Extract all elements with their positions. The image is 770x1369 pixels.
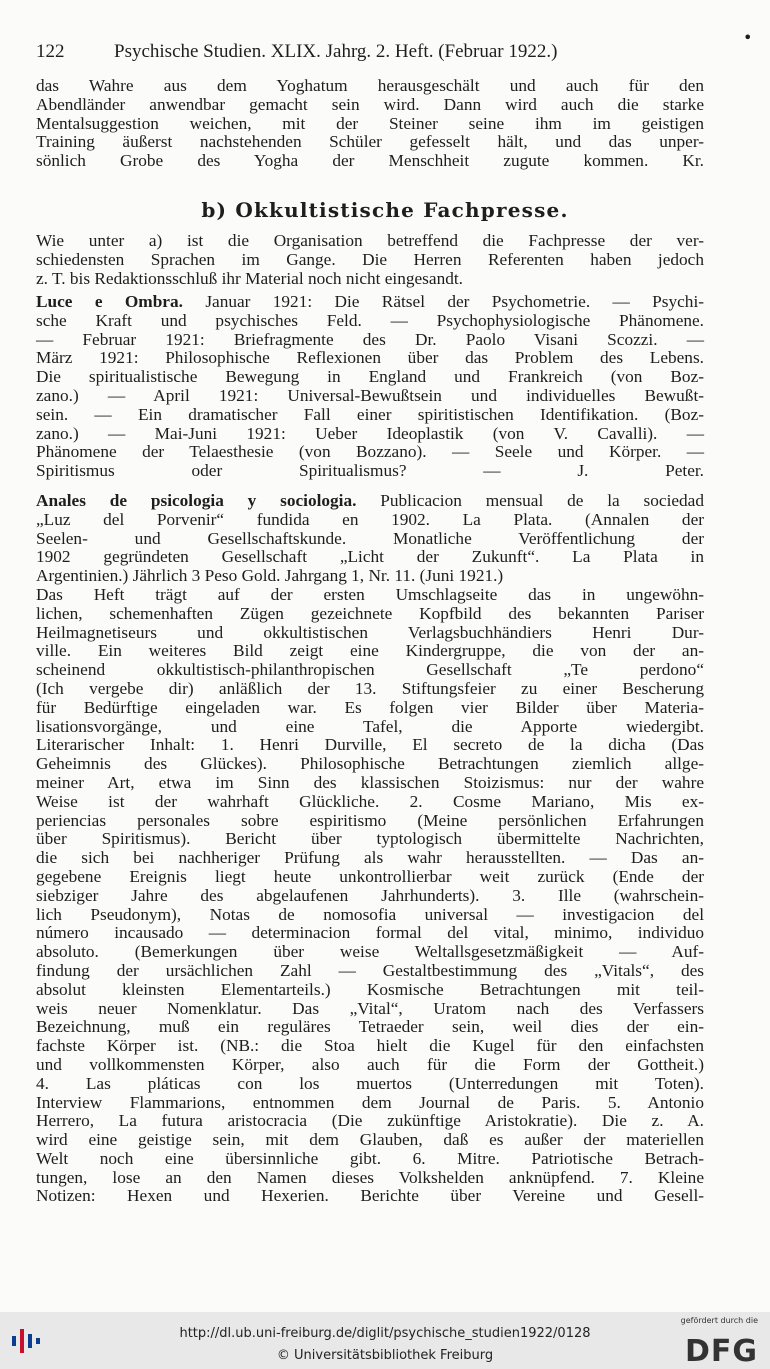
anales-entry <box>36 492 704 1206</box>
text-line: ville. Ein weiteres Bild zeigt eine Kindergruppe, die von der an- <box>36 641 704 661</box>
text-line: meiner Art, etwa im Sinn des klassischen Stoizismus: nur der wahre <box>36 772 704 792</box>
text-line: Notizen: Hexen und Hexerien. Berichte über Vereine und Gesell- <box>36 1186 704 1206</box>
text-line: Die spiritualistische Bewegung in England und Frankreich (von Boz- <box>36 367 704 387</box>
text-line: z. T. bis Redaktionsschluß ihr Material noch nicht eingesandt. <box>36 268 463 288</box>
text-line: absoluto. (Bemerkungen über weise Weltallsgesetzmäßigkeit — Auf- <box>36 942 704 962</box>
intro-paragraph <box>36 77 704 171</box>
text-line: Welt noch eine übersinnliche gibt. 6. Mitre. Patriotische Betrach- <box>36 1148 704 1168</box>
text-line: Argentinien.) Jährlich 3 Peso Gold. Jahrgang 1, Nr. 11. (Juni 1921.) <box>36 566 504 586</box>
text-line: 4. Las pláticas con los muertos (Unterredungen mit Toten). <box>36 1073 704 1093</box>
text-line: Wie unter a) ist die Organisation betreffend die Fachpresse der ver- <box>36 231 704 250</box>
text-line: gegebene Ereignis liegt heute unkontrollierbar weit zurück (Ende der <box>36 866 704 886</box>
text-line: das Wahre aus dem Yoghatum herausgeschält und auch für den <box>36 76 704 95</box>
text-line: Spiritismus oder Spiritualismus? — J. Peter. <box>36 461 704 481</box>
text-line: absolut kleinsten Elementarteils.) Kosmische Betrachtungen mit teil- <box>36 979 704 999</box>
text-line: Geheimnis des Glückes). Philosophische Betrachtungen ziemlich allge- <box>36 754 704 774</box>
text-line: Abendländer anwendbar gemacht sein wird. Dann wird auch die starke <box>36 94 704 114</box>
text-line: weis neuer Nomenklatur. Das „Vital“, Uratom nach des Verfassers <box>36 998 704 1018</box>
text-line: für Bedürftige eingeladen war. Es folgen vier Bilder über Materia- <box>36 697 704 717</box>
text-line: Heilmagnetiseurs und okkultistischen Verlagsbuchhändiers Henri Dur- <box>36 622 704 642</box>
viewer-footer <box>0 1312 770 1369</box>
text-line: Das Heft trägt auf der ersten Umschlagseite das in ungewöhn- <box>36 584 704 604</box>
text-line: 1902 gegründeten Gesellschaft „Licht der Zukunft“. La Plata in <box>36 547 704 567</box>
text-line: wird eine geistige sein, mit dem Glauben, daß es außer der materiellen <box>36 1130 704 1150</box>
text-line: zano.) — April 1921: Universal-Bewußtsein und individuelles Bewußt- <box>36 385 704 405</box>
luce-e-ombra-entry <box>36 293 704 481</box>
corner-mark: • <box>743 28 753 47</box>
journal-name: Luce e Ombra. <box>36 292 183 311</box>
copyright-text: © Universitätsbibliothek Freiburg <box>276 1348 494 1363</box>
dfg-caption: gefördert durch die <box>680 1316 758 1325</box>
text-line: lichen, schemenhaften Zügen gezeichnete Kopfbild des bekannten Pariser <box>36 603 704 623</box>
text-line: schiedensten Sprachen im Gange. Die Herren Referenten haben jedoch <box>36 249 704 269</box>
text-line: Bezeichnung, muß ein reguläres Tetraeder sein, weil dies der ein- <box>36 1017 704 1037</box>
text-line: Training äußerst nachstehenden Schüler gefesselt hält, und das unper- <box>36 132 704 152</box>
text-line: sein. — Ein dramatischer Fall einer spiritistischen Identifikation. (Boz- <box>36 404 704 424</box>
text-line: über Spiritismus). Bericht über typtologisch übermittelte Nachrichten, <box>36 829 704 849</box>
section-heading: b) Okkultistische Fachpresse. <box>201 198 569 222</box>
source-url-link[interactable]: http://dl.ub.uni-freiburg.de/diglit/psychische_studien1922/0128 <box>179 1326 591 1341</box>
text-line: „Luz del Porvenir“ fundida en 1902. La Plata. (Annalen der <box>36 509 704 529</box>
text-line: die sich bei nachheriger Prüfung als wahr herausstellten. — Das an- <box>36 848 704 868</box>
running-title: Psychische Studien. XLIX. Jahrg. 2. Heft. (Februar 1922.) <box>114 41 558 62</box>
text-line: zano.) — Mai-Juni 1921: Ueber Ideoplastik (von V. Cavalli). — <box>36 423 704 443</box>
text-line: Herrero, La futura aristocracia (Die zukünftige Aristokratie). Die z. A. <box>36 1111 704 1131</box>
section-intro-paragraph <box>36 232 704 288</box>
running-header <box>36 38 736 66</box>
text-line: Januar 1921: Die Rätsel der Psychometrie. — Psychi- <box>205 292 704 311</box>
text-line: lisationsvorgänge, und eine Tafel, die Apporte wiedergibt. <box>36 716 704 736</box>
text-line: — Februar 1921: Briefragmente des Dr. Paolo Visani Scozzi. — <box>36 329 704 349</box>
text-line: (Ich vergebe dir) anläßlich der 13. Stiftungsfeier zu einer Bescherung <box>36 678 704 698</box>
text-line: lich Pseudonym), Notas de nomosofia universal — investigacion del <box>36 904 704 924</box>
text-line: siebziger Jahre des abgelaufenen Jahrhunderts). 3. Ille (wahrschein- <box>36 885 704 905</box>
text-line: sönlich Grobe des Yogha der Menschheit zugute kommen. Kr. <box>36 151 704 171</box>
dfg-logo: DFG <box>684 1334 758 1369</box>
text-line: Seelen- und Gesellschaftskunde. Monatliche Veröffentlichung der <box>36 528 704 548</box>
text-line: Publicacion mensual de la sociedad <box>380 491 704 510</box>
text-line: scheinend okkultistisch-philanthropischen Gesellschaft „Te perdono“ <box>36 660 704 680</box>
text-line: periencias personales sobre espiritismo (Meine persönlichen Erfahrungen <box>36 810 704 830</box>
text-line: Mentalsuggestion weichen, mit der Steiner seine ihm im geistigen <box>36 113 704 133</box>
text-line: Literarischer Inhalt: 1. Henri Durville, El secreto de la dicha (Das <box>36 735 704 755</box>
text-line: findung der ursächlichen Zahl — Gestaltbestimmung des „Vitals“, des <box>36 960 704 980</box>
text-line: Phänomene der Telaesthesie (von Bozzano). — Seele und Körper. — <box>36 442 704 462</box>
text-line: fachste Körper ist. (NB.: die Stoa hielt die Kugel für den einfachsten <box>36 1036 704 1056</box>
text-line: und vollkommensten Körper, also auch für die Form der Gottheit.) <box>36 1054 704 1074</box>
page-number: 122 <box>36 41 65 62</box>
text-line: número incausado — determinacion formal del vital, minimo, individuo <box>36 923 704 943</box>
text-line: tungen, lose an den Namen dieses Volkshelden anknüpfend. 7. Kleine <box>36 1167 704 1187</box>
text-line: März 1921: Philosophische Reflexionen über das Problem des Lebens. <box>36 348 704 368</box>
text-line: Interview Flammarions, entnommen dem Journal de Paris. 5. Antonio <box>36 1092 704 1112</box>
text-line: sche Kraft und psychisches Feld. — Psychophysiologische Phänomene. <box>36 310 704 330</box>
journal-name: Anales de psicologia y sociologia. <box>36 491 357 510</box>
text-line: Weise ist der wahrhaft Glückliche. 2. Cosme Mariano, Mis ex- <box>36 791 704 811</box>
